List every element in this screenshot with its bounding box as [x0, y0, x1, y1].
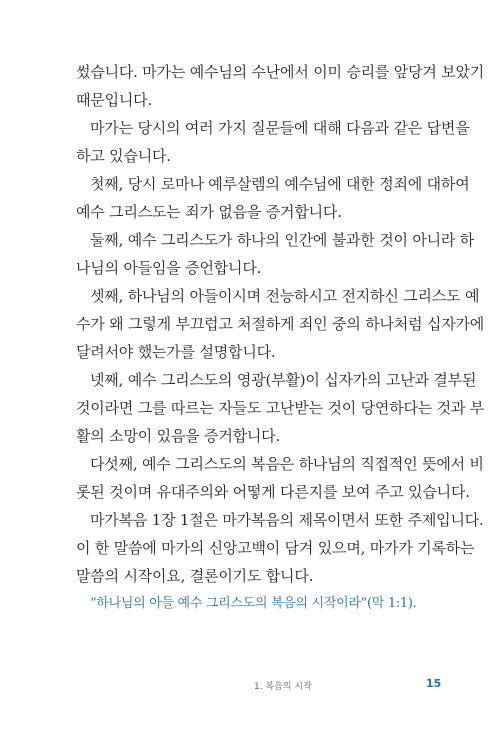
body-line: 달려서야 했는가를 설명합니다.: [76, 343, 276, 361]
body-line: 때문입니다.: [76, 91, 153, 109]
body-line: 예수 그리스도는 죄가 없음을 증거합니다.: [76, 203, 342, 221]
body-line: 썼습니다. 마가는 예수님의 수난에서 이미 승리를 앞당겨 보았기: [76, 63, 485, 81]
body-line: 첫째, 당시 로마나 예루살렘의 예수님에 대한 정죄에 대하여: [90, 175, 470, 193]
body-line: 나님의 아들임을 증언합니다.: [76, 259, 262, 277]
running-footer-chapter: 1. 복음의 시작: [254, 682, 312, 692]
body-line: 활의 소망이 있음을 증거합니다.: [76, 427, 281, 445]
body-text: [76, 58, 485, 590]
body-line: 이 한 말씀에 마가의 신앙고백이 담겨 있으며, 마가가 기록하는: [76, 539, 475, 557]
body-line: 말씀의 시작이요, 결론이기도 합니다.: [76, 567, 314, 585]
body-line: 마가복음 1장 1절은 마가복음의 제목이면서 또한 주제입니다.: [90, 511, 484, 529]
page-number: 15: [426, 677, 442, 690]
body-line: 마가는 당시의 여러 가지 질문들에 대해 다음과 같은 답변을: [90, 119, 470, 137]
body-line: 다섯째, 예수 그리스도의 복음은 하나님의 직접적인 뜻에서 비: [90, 455, 484, 473]
scripture-quote: “하나님의 아들 예수 그리스도의 복음의 시작이라”(막 1:1).: [90, 596, 417, 611]
body-line: 하고 있습니다.: [76, 147, 171, 165]
body-line: 것이라면 그를 따르는 자들도 고난받는 것이 당연하다는 것과 부: [76, 399, 485, 417]
body-line: 롯된 것이며 유대주의와 어떻게 다른지를 보여 주고 있습니다.: [76, 483, 470, 501]
body-line: 넷째, 예수 그리스도의 영광(부활)이 십자가의 고난과 결부된: [90, 371, 477, 389]
body-line: 수가 왜 그렇게 부끄럽고 처절하게 죄인 중의 하나처럼 십자가에: [76, 315, 485, 333]
body-line: 둘째, 예수 그리스도가 하나의 인간에 불과한 것이 아니라 하: [90, 231, 475, 249]
body-line: 셋째, 하나님의 아들이시며 전능하시고 전지하신 그리스도 예: [90, 287, 480, 305]
